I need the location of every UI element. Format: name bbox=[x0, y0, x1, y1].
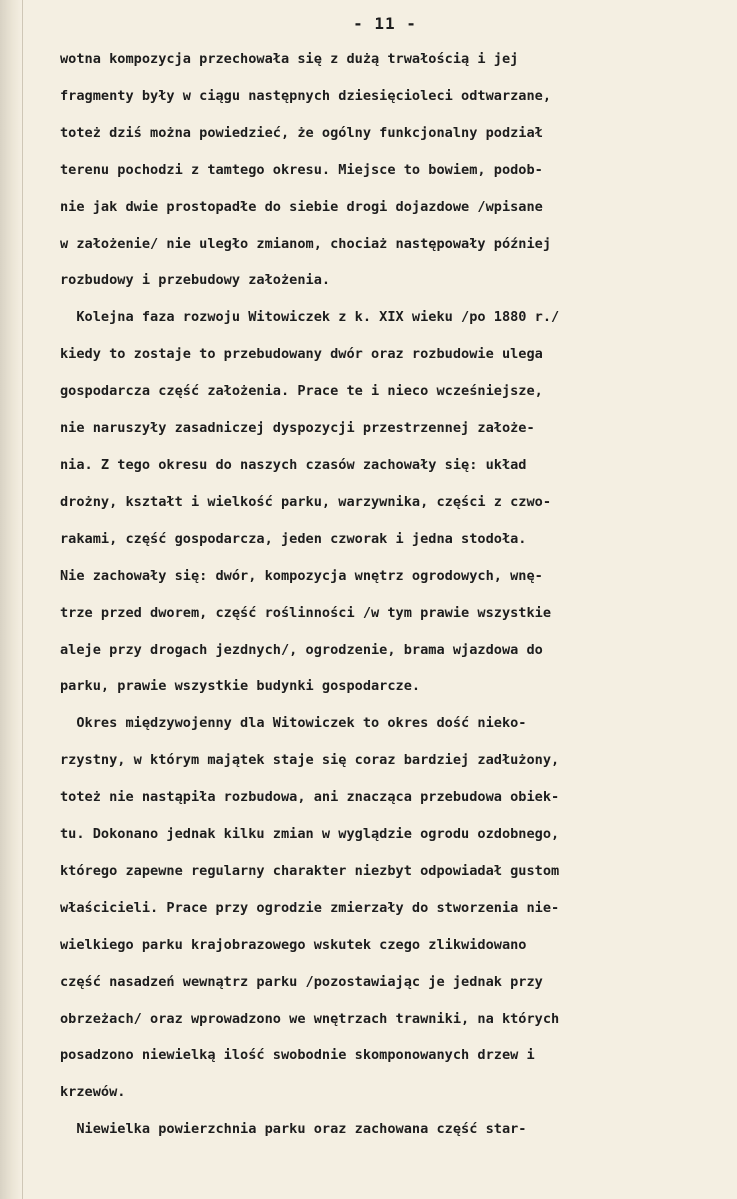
text-line: kiedy to zostaje to przebudowany dwór oraz rozbudowie ulega bbox=[60, 346, 543, 363]
text-line: posadzono niewielką ilość swobodnie skomponowanych drzew i bbox=[60, 1047, 535, 1064]
text-line: część nasadzeń wewnątrz parku /pozostawiając je jednak przy bbox=[60, 973, 543, 990]
text-line: Nie zachowały się: dwór, kompozycja wnętrz ogrodowych, wnę- bbox=[60, 567, 543, 584]
text-line: wotna kompozycja przechowała się z dużą trwałością i jej bbox=[60, 51, 519, 67]
text-line: Kolejna faza rozwoju Witowiczek z k. XIX wieku /po 1880 r./ bbox=[60, 309, 560, 326]
text-line: Okres międzywojenny dla Witowiczek to okres dość nieko- bbox=[60, 715, 527, 732]
text-line: właścicieli. Prace przy ogrodzie zmierzały do stworzenia nie- bbox=[60, 899, 560, 916]
text-line: Niewielka powierzchnia parku oraz zachowana część star- bbox=[60, 1121, 527, 1138]
text-line: toteż dziś można powiedzieć, że ogólny funkcjonalny podział bbox=[60, 124, 543, 141]
text-line: tu. Dokonano jednak kilku zmian w wyglądzie ogrodu ozdobnego, bbox=[60, 826, 560, 843]
text-line: terenu pochodzi z tamtego okresu. Miejsce to bowiem, podob- bbox=[60, 161, 543, 178]
text-line: nie naruszyły zasadniczej dyspozycji przestrzennej założe- bbox=[60, 420, 535, 437]
text-line: aleje przy drogach jezdnych/, ogrodzenie, brama wjazdowa do bbox=[60, 641, 543, 658]
text-line: nie jak dwie prostopadłe do siebie drogi dojazdowe /wpisane bbox=[60, 198, 543, 215]
text-line: fragmenty były w ciągu następnych dziesięcioleci odtwarzane, bbox=[60, 87, 552, 104]
text-line: rozbudowy i przebudowy założenia. bbox=[60, 272, 331, 289]
text-line: parku, prawie wszystkie budynki gospodarcze. bbox=[60, 678, 421, 695]
document-body bbox=[60, 41, 710, 1148]
text-line: toteż nie nastąpiła rozbudowa, ani znacząca przebudowa obiek- bbox=[60, 789, 560, 806]
text-line: drożny, kształt i wielkość parku, warzywnika, części z czwo- bbox=[60, 493, 552, 510]
text-line: gospodarcza część założenia. Prace te i nieco wcześniejsze, bbox=[60, 383, 543, 400]
text-line: którego zapewne regularny charakter niezbyt odpowiadał gustom bbox=[60, 862, 560, 879]
text-line: w założenie/ nie uległo zmianom, chociaż następowały później bbox=[60, 235, 552, 252]
text-line: trze przed dworem, część roślinności /w tym prawie wszystkie bbox=[60, 604, 552, 621]
text-line: rzystny, w którym majątek staje się coraz bardziej zadłużony, bbox=[60, 752, 560, 769]
document-page bbox=[60, 14, 710, 1148]
text-line: wielkiego parku krajobrazowego wskutek czego zlikwidowano bbox=[60, 936, 527, 953]
page-number: - 11 - bbox=[353, 14, 417, 33]
text-line: krzewów. bbox=[60, 1084, 126, 1101]
text-line: nia. Z tego okresu do naszych czasów zachowały się: układ bbox=[60, 456, 527, 473]
text-line: obrzeżach/ oraz wprowadzono we wnętrzach trawniki, na których bbox=[60, 1010, 560, 1027]
text-line: rakami, część gospodarcza, jeden czworak i jedna stodoła. bbox=[60, 530, 527, 547]
page-edge bbox=[0, 0, 23, 1199]
